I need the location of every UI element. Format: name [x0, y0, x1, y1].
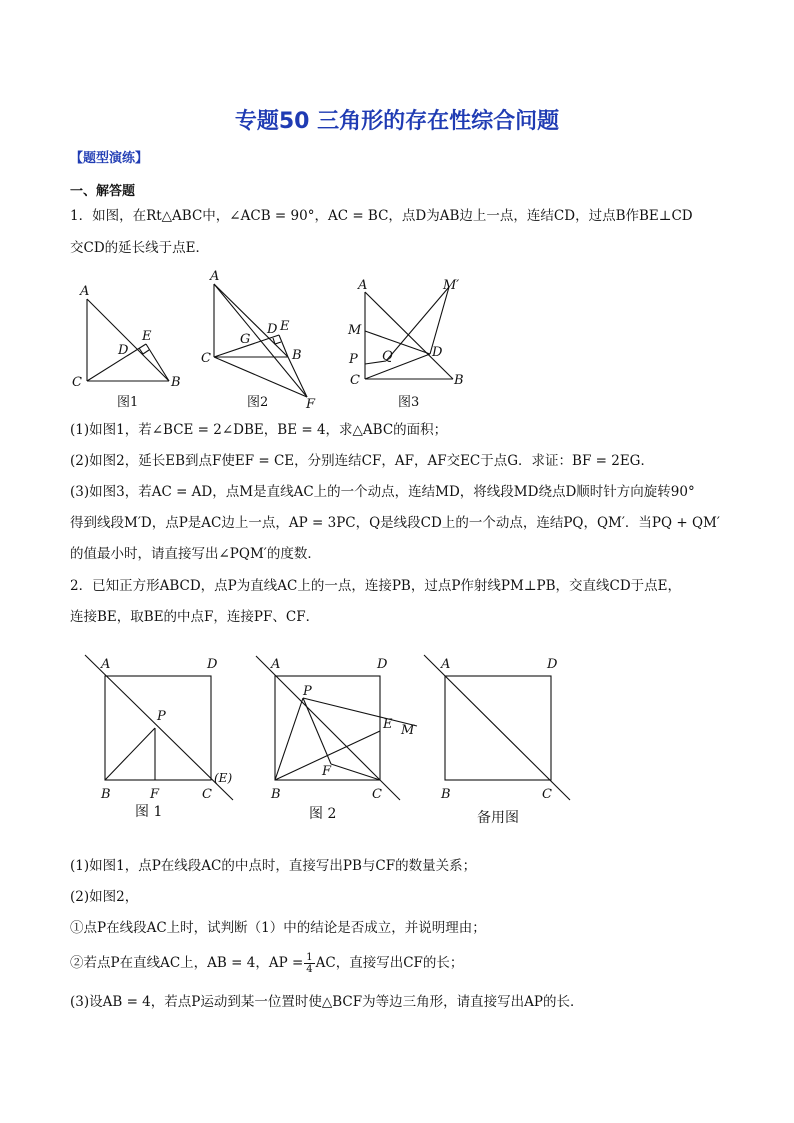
- g1-P: P: [157, 709, 166, 724]
- f2-A: A: [210, 269, 220, 284]
- q1-part3-line1: (3)如图3，若AC = AD，点M是直线AC上的一个动点，连结MD，将线段MD绕点D顺时针方向旋转90°: [70, 484, 695, 500]
- g1-C: C: [202, 787, 212, 802]
- f2-C: C: [201, 351, 211, 366]
- f1-D: D: [118, 343, 129, 358]
- fraction: [304, 952, 314, 975]
- q1-part3-line2: 得到线段M′D，点P是AC边上一点，AP = 3PC，Q是线段CD上的一个动点，连结PQ，QM′．当PQ + QM′: [70, 515, 720, 531]
- q1-stem-line2: 交CD的延长线于点E．: [70, 240, 210, 256]
- f3-A: A: [358, 278, 368, 293]
- q1-fig1-caption: 图1: [117, 395, 139, 410]
- q2-fig1-caption: 图 1: [135, 804, 163, 820]
- f3-P: P: [349, 352, 358, 367]
- q2-part2b-post: AC，直接写出CF的长；: [315, 955, 464, 971]
- q2-part2b: [70, 952, 730, 975]
- g1-E: (E): [214, 771, 233, 785]
- g3-D: D: [547, 657, 558, 672]
- f3-Mp: M′: [443, 278, 460, 293]
- q2-part2: (2)如图2，: [70, 889, 139, 905]
- g1-D: D: [207, 657, 218, 672]
- g2-M: M: [401, 723, 415, 738]
- f3-C: C: [350, 373, 360, 388]
- f1-A: A: [80, 284, 90, 299]
- f1-C: C: [72, 375, 82, 390]
- q2-part2b-pre: ②若点P在直线AC上，AB = 4，AP =: [70, 955, 304, 971]
- f1-B: B: [171, 375, 181, 390]
- page-title: 专题50 三角形的存在性综合问题: [234, 109, 560, 134]
- q2-stem-line1: 2．已知正方形ABCD，点P为直线AC上的一点，连接PB，过点P作射线PM⊥PB，交直线CD于点E，: [70, 578, 682, 594]
- f2-B: B: [292, 348, 302, 363]
- section-tag: 【题型演练】: [70, 151, 149, 166]
- q2-part2a: ①点P在线段AC上时，试判断（1）中的结论是否成立，并说明理由；: [70, 920, 486, 936]
- f2-G: G: [240, 332, 251, 347]
- g2-A: A: [271, 657, 281, 672]
- fraction-numerator: 1: [306, 952, 313, 963]
- q2-fig3-caption: 备用图: [477, 810, 519, 826]
- f3-Q: Q: [382, 349, 393, 364]
- g1-F: F: [150, 787, 160, 802]
- f3-M: M: [348, 323, 362, 338]
- q1-part3-line3: 的值最小时，请直接写出∠PQM′的度数．: [70, 546, 321, 562]
- f2-D: D: [267, 322, 278, 337]
- g2-P: P: [303, 684, 312, 699]
- q2-figures: [75, 648, 585, 833]
- f1-E: E: [142, 329, 152, 344]
- q1-part1: (1)如图1，若∠BCE = 2∠DBE，BE = 4，求△ABC的面积；: [70, 422, 448, 438]
- q1-part2: (2)如图2，延长EB到点F使EF = CE，分别连结CF，AF，AF交EC于点G．求证：BF = 2EG．: [70, 453, 654, 469]
- q1-figures: [60, 262, 480, 412]
- q2-part1: (1)如图1，点P在线段AC的中点时，直接写出PB与CF的数量关系；: [70, 858, 477, 874]
- q1-fig3-caption: 图3: [398, 395, 420, 410]
- g2-C: C: [372, 787, 382, 802]
- q2-fig2-caption: 图 2: [309, 806, 337, 822]
- f3-D: D: [432, 345, 443, 360]
- q2-stem-line2: 连接BE，取BE的中点F，连接PF、CF．: [70, 609, 320, 625]
- g2-B: B: [271, 787, 281, 802]
- f3-B: B: [454, 373, 464, 388]
- f2-E: E: [280, 319, 290, 334]
- g3-A: A: [441, 657, 451, 672]
- fraction-denominator: 4: [306, 964, 313, 975]
- g3-B: B: [441, 787, 451, 802]
- g2-E: E: [383, 717, 393, 732]
- q1-fig2-caption: 图2: [247, 395, 269, 410]
- q2-part3: (3)设AB = 4，若点P运动到某一位置时使△BCF为等边三角形，请直接写出AP的长．: [70, 994, 584, 1010]
- g2-D: D: [377, 657, 388, 672]
- section-heading: 一、解答题: [70, 184, 136, 199]
- g1-B: B: [101, 787, 111, 802]
- g3-C: C: [542, 787, 552, 802]
- q1-stem-line1: 1．如图，在Rt△ABC中，∠ACB = 90°，AC = BC，点D为AB边上一点，连结CD，过点B作BE⊥CD: [70, 208, 693, 224]
- g1-A: A: [101, 657, 111, 672]
- g2-F: F: [322, 764, 332, 779]
- f2-F: F: [306, 397, 316, 412]
